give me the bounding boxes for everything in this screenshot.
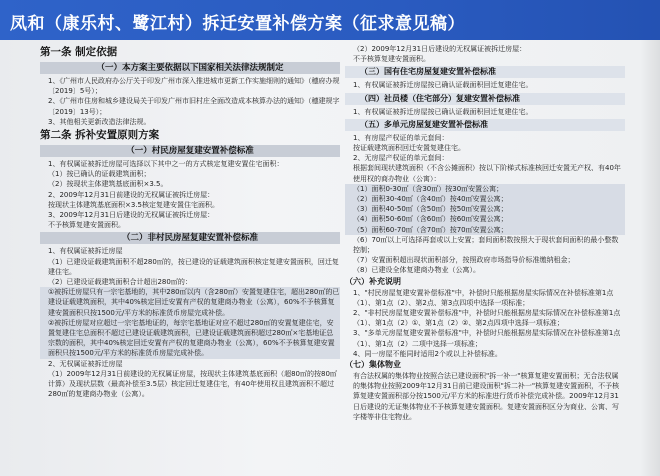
paragraph: 1、有权属证被拆迁房屋: [48, 247, 123, 256]
article-2-heading: 第二条 拆补安置原则方案: [40, 129, 160, 142]
paragraph: （2）已建设证载建筑面积合计超出280㎡的：: [48, 278, 192, 287]
page-edge-shadow: [640, 40, 660, 476]
section-heading: （五）多单元房屋复建安置补偿标准: [345, 119, 625, 131]
paragraph: 不予核算复建安置面积。: [48, 221, 125, 230]
paragraph: 1、有房屋产权证的单元套间：: [353, 133, 449, 142]
list-item: （5）面积60-70㎡（含70㎡）按70㎡安置公寓；: [345, 225, 625, 235]
list-item: （1）面积0-30㎡（含30㎡）按30㎡安置公寓；: [345, 184, 625, 194]
title-banner: [0, 0, 660, 40]
paragraph: 1、有权属证被拆迁房屋可选择以下其中之一的方式核定复建安置住宅面积：: [48, 160, 284, 169]
paragraph: 3、"多单元房屋复建安置补偿标准"中，补偿时只能根据房屋实际情况在补偿标准第1点（1）、第1点（2）二项中选择一项标准；: [353, 329, 621, 348]
paragraph: 根据套间现状建筑面积（不含公摊面积）按以下阶梯式标准核回迁安置无产权、有40年使用权的商办物业（公寓）：: [353, 164, 621, 183]
paragraph: 有合法权属的集体物业按照合法已建设面积"拆一补一"核算复建安置面积；无合法权属的集体物业按照2009年12月31日前已建设面积"拆二补一"核算复建安置面积，不予核算复建安置面积部分按1500元/平方米的标准进行货币补偿完成补偿。2009年12月31日后建设的无证集体物业不予核算复建安置面积。复建安置面积区分为商业、公寓、写字楼等非住宅物业。: [353, 372, 620, 421]
list-item: （6）70㎡以上可选择再套或以上安置；套间面积数按照大于现状套间面积的最小整数控制；: [353, 235, 619, 255]
paragraph: （1）2009年12月31日前建设的无权属证房屋，按现状主体建筑基底面积（超80㎡的按80㎡计算）及现状层数（最高补偿至3.5层）核定回迁复建住宅，有40年使用权且建筑面积不超过280㎡的复建商办物业（公寓）。: [48, 369, 337, 399]
section-heading: （七）集体物业: [345, 360, 401, 370]
page-title: 凤和（康乐村、鹭江村）拆迁安置补偿方案（征求意见稿）: [10, 14, 465, 34]
paragraph: 2、"非村民房屋复建安置补偿标准"中，补偿时只能根据房屋实际情况在补偿标准第1点（1）、第1点（2）①、第1点（2）②、第2点四项中选择一项标准；: [353, 309, 621, 328]
paragraph: （1）按已确认的证载建筑面积；: [48, 170, 151, 179]
paragraph: 2、《广州市住房和城乡建设局关于印发广州市旧村庄全面改造成本核算办法的通知》（穗建规字〔2019〕13号）；: [48, 97, 340, 116]
paragraph: 3、其他相关更新改造法律法规。: [48, 117, 151, 126]
paragraph: ②被拆迁房屋对应超过一宗宅基地证的，每宗宅基地证对应不超过280㎡的安置复建住宅，安置复建住宅总面积不超过已建设证载建筑面积，已建设证载建筑面积超过280㎡×宅基地证总宗数的面积，其中40%核定回迁安置有产权的复建商办物业（公寓），60%不予核算复建安置面积只按1500元/平方米的标准货币房屋完成补偿。: [40, 318, 340, 359]
paragraph: 1、"村民房屋复建安置补偿标准"中，补偿时只能根据房屋实际情况在补偿标准第1点（1）、第1点（2）、第2点、第3点四项中选择一项标准；: [353, 288, 614, 307]
list-item: （8）已建设全体复建商办物业（公寓）。: [353, 266, 480, 275]
paragraph: 4、同一房屋不能同时适用2个或以上补偿标准。: [353, 349, 502, 358]
left-column: [40, 44, 340, 399]
section-heading: （一）本方案主要依据以下国家相关法律法规制定: [40, 62, 340, 74]
list-item: （2）面积30-40㎡（含40㎡）按40㎡安置公寓；: [345, 194, 625, 204]
paragraph: 按证载建筑面积回迁安置复建住宅。: [353, 144, 465, 153]
section-heading: （三）国有住宅房屋复建安置补偿标准: [345, 66, 625, 78]
paragraph: 2、2009年12月31日前建设的无权属证被拆迁房屋：: [48, 190, 215, 199]
section-heading: （一）村民房屋复建安置补偿标准: [40, 145, 340, 157]
article-1-heading: 第一条 制定依据: [40, 46, 118, 58]
list-item: （7）安置面积超出现状面积部分，按照政府市场指导价标准缴纳租金；: [353, 256, 575, 265]
list-item: （4）面积50-60㎡（含60㎡）按60㎡安置公寓；: [345, 214, 625, 224]
paragraph: 2、无房屋产权证的单元套间：: [353, 154, 449, 163]
right-column: [345, 44, 625, 422]
paragraph: （1）已建设证载建筑面积不超280㎡的，按已建设的证载建筑面积核定复建安置面积，回迁复建住宅。: [48, 257, 339, 276]
paragraph: 1、有权属证被拆迁房屋按已确认证载面积回迁复建住宅。: [353, 81, 533, 90]
paragraph: （2）2009年12月31日后建设的无权属证被拆迁房屋：: [353, 45, 527, 53]
section-heading: （六）补充说明: [345, 276, 401, 286]
paragraph: ①被拆迁房屋只有一宗宅基地的，其中280㎡以内（含280㎡）安置复建住宅，超出280㎡的已建设证载建筑面积，其中40%核定回迁安置有产权的复建商办物业（公寓），60%不予核算复建安置面积只按1500元/平方米的标准货币房屋完成补偿。: [40, 287, 340, 318]
section-heading: （四）社员楼（住宅部分）复建安置补偿标准: [345, 93, 625, 105]
paragraph: （2）按现状主体建筑基底面积×3.5。: [48, 180, 168, 189]
paragraph: 1、有权属证被拆迁房屋按已确认证载面积回迁复建住宅。: [353, 107, 533, 116]
paragraph: 2、无权属证被拆迁房屋: [48, 359, 123, 368]
paragraph: 3、2009年12月31日后建设的无权属证被拆迁房屋：: [48, 211, 215, 220]
section-heading: （二）非村民房屋复建安置补偿标准: [40, 232, 340, 244]
paragraph: 不予核算复建安置面积。: [353, 55, 430, 64]
paragraph: 1、《广州市人民政府办公厅关于印发广州市深入推进城市更新工作实施细则的通知》（穗府办规〔2019〕5号）；: [48, 77, 340, 96]
list-item: （3）面积40-50㎡（含50㎡）按50㎡安置公寓；: [345, 204, 625, 214]
paragraph: 按现状主体建筑基底面积×3.5核定复建安置住宅面积。: [48, 200, 219, 209]
